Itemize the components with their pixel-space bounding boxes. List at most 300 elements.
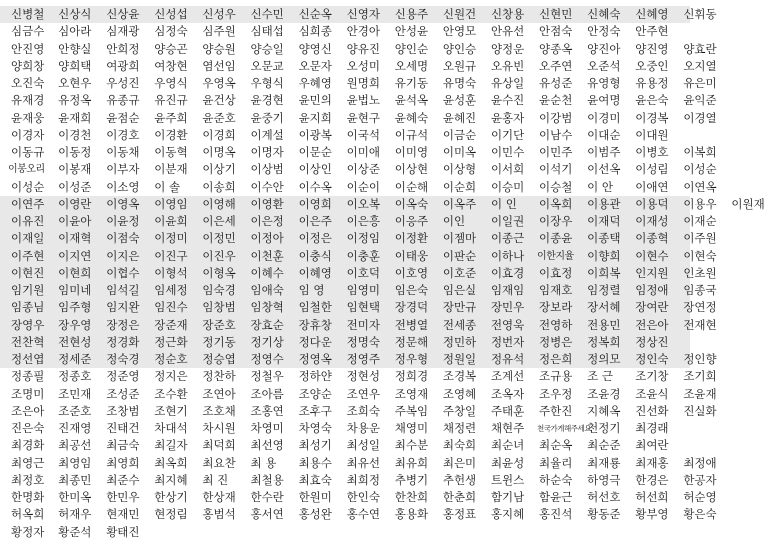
name-cell: 우성진 bbox=[106, 76, 140, 91]
name-row bbox=[0, 58, 717, 75]
name-cell: 임정애 bbox=[635, 283, 669, 298]
name-cell: 최선영 bbox=[250, 438, 284, 453]
name-cell: 최철용 bbox=[250, 472, 284, 487]
name-cell: 조경복 bbox=[442, 369, 477, 384]
name-cell: 이경자 bbox=[11, 127, 45, 142]
name-cell: 심재광 bbox=[106, 24, 140, 39]
name-cell: 안주현 bbox=[635, 24, 669, 39]
name-cell: 이분재 bbox=[154, 162, 188, 177]
name-cell: 임지완 bbox=[106, 300, 140, 315]
name-cell: 최유선 bbox=[346, 455, 380, 470]
name-cell: 정철우 bbox=[250, 369, 284, 384]
name-cell: 임애숙 bbox=[250, 283, 284, 298]
name-cell: 이현진 bbox=[11, 265, 45, 280]
name-cell: 이영희 bbox=[298, 196, 332, 211]
name-cell: 이응주 bbox=[394, 214, 429, 229]
name-cell: 안희정 bbox=[106, 41, 140, 56]
name-cell: 이호덕 bbox=[346, 265, 380, 280]
name-cell: 이석기 bbox=[539, 162, 573, 177]
name-cell: 정영주 bbox=[346, 352, 380, 367]
name-cell: 이미영 bbox=[394, 145, 429, 160]
name-row bbox=[0, 144, 717, 161]
name-cell: 이동채 bbox=[106, 145, 140, 160]
name-cell: 양종옥 bbox=[539, 41, 573, 56]
name-cell: 유기동 bbox=[394, 76, 429, 91]
name-cell: 정순호 bbox=[154, 352, 188, 367]
name-cell: 정승엽 bbox=[202, 352, 236, 367]
name-cell: 윤혜진 bbox=[442, 110, 477, 125]
name-cell: 이순희 bbox=[442, 179, 477, 194]
name-cell: 유은미 bbox=[683, 76, 717, 91]
name-cell: 오중인 bbox=[635, 58, 669, 73]
name-cell: 한수란 bbox=[250, 490, 284, 505]
name-cell: 이천훈 bbox=[250, 248, 284, 263]
name-cell: 임종국 bbox=[683, 283, 717, 298]
name-cell: 최성기 bbox=[298, 438, 332, 453]
name-cell: 트윈스 bbox=[490, 472, 525, 487]
name-cell: 전재현 bbox=[683, 317, 717, 332]
name-cell: 오문교 bbox=[250, 58, 284, 73]
name-cell: 허순영 bbox=[683, 490, 717, 505]
name-cell: 정세준 bbox=[58, 352, 92, 367]
name-cell: 정근화 bbox=[154, 334, 188, 349]
name-cell: 양효란 bbox=[683, 41, 717, 56]
name-cell: 이명자 bbox=[250, 145, 284, 160]
name-cell: 심금수 bbox=[11, 24, 45, 39]
name-cell: 이젬마 bbox=[442, 231, 477, 246]
name-cell: 천국가게해주세요 bbox=[537, 424, 591, 434]
name-cell: 최금숙 bbox=[106, 438, 140, 453]
name-cell: 이경천 bbox=[58, 127, 92, 142]
name-cell: 하순숙 bbox=[539, 472, 573, 487]
name-row bbox=[0, 455, 717, 472]
name-cell: 신창용 bbox=[490, 7, 525, 22]
name-cell: 이정민 bbox=[202, 231, 236, 246]
name-cell: 여창현 bbox=[154, 58, 188, 73]
name-row bbox=[0, 230, 717, 247]
name-cell: 이은주 bbox=[298, 214, 332, 229]
name-cell: 장여란 bbox=[635, 300, 669, 315]
name-cell: 조수환 bbox=[154, 386, 188, 401]
name-cell: 이 안 bbox=[587, 179, 613, 194]
name-cell: 이점숙 bbox=[106, 231, 140, 246]
name-cell: 이성림 bbox=[635, 162, 669, 177]
name-row bbox=[0, 368, 717, 385]
name-cell: 홍진석 bbox=[539, 507, 573, 522]
name-cell: 오진숙 bbox=[11, 76, 45, 91]
name-cell: 유진규 bbox=[154, 93, 188, 108]
name-cell: 심태섭 bbox=[250, 24, 284, 39]
name-cell: 전세종 bbox=[442, 317, 477, 332]
name-cell: 황정자 bbox=[11, 524, 45, 539]
name-cell: 황준석 bbox=[58, 524, 92, 539]
name-cell: 윤익준 bbox=[683, 93, 717, 108]
name-cell: 이선옥 bbox=[587, 162, 621, 177]
name-cell: 주태훈 bbox=[490, 403, 525, 418]
name-cell: 이현희 bbox=[58, 265, 92, 280]
name-cell: 양진영 bbox=[635, 41, 669, 56]
name-cell: 신상윤 bbox=[106, 7, 140, 22]
name-cell: 정유석 bbox=[490, 352, 525, 367]
name-cell: 윤재웅 bbox=[11, 110, 45, 125]
name-cell: 이판순 bbox=[442, 248, 477, 263]
name-cell: 전은아 bbox=[635, 317, 669, 332]
name-cell: 이영환 bbox=[250, 196, 284, 211]
name-cell: 이병호 bbox=[635, 145, 669, 160]
name-cell: 전미자 bbox=[346, 317, 380, 332]
name-cell: 이상기 bbox=[202, 162, 236, 177]
name-cell: 한상재 bbox=[202, 490, 236, 505]
name-cell: 오세명 bbox=[394, 58, 429, 73]
name-cell: 최경화 bbox=[11, 438, 45, 453]
name-cell: 황동준 bbox=[587, 507, 621, 522]
name-cell: 이종혁 bbox=[635, 231, 669, 246]
name-cell: 이복희 bbox=[683, 145, 717, 160]
name-row bbox=[0, 506, 717, 523]
name-cell: 최경래 bbox=[635, 421, 669, 436]
name-cell: 정의모 bbox=[587, 352, 621, 367]
name-cell: 임정렬 bbox=[587, 283, 621, 298]
name-cell: 이진구 bbox=[154, 248, 188, 263]
name-cell: 유명숙 bbox=[442, 76, 477, 91]
name-cell: 최지혜 bbox=[154, 472, 188, 487]
name-cell: 조민재 bbox=[58, 386, 92, 401]
name-cell: 장정은 bbox=[106, 317, 140, 332]
name-cell: 조후구 bbox=[298, 403, 332, 418]
name-cell: 윤준호 bbox=[202, 110, 236, 125]
name-cell: 황은숙 bbox=[683, 507, 717, 522]
name-cell: 최 진 bbox=[202, 472, 229, 487]
name-row bbox=[0, 420, 690, 437]
name-cell: 임세정 bbox=[154, 283, 188, 298]
name-cell: 최희정 bbox=[346, 472, 380, 487]
name-cell: 신병철 bbox=[11, 7, 45, 22]
name-cell: 유정옥 bbox=[58, 93, 92, 108]
name-cell: 신성우 bbox=[202, 7, 236, 22]
name-row bbox=[0, 472, 717, 489]
name-cell: 이호준 bbox=[442, 265, 477, 280]
name-cell: 이정미 bbox=[154, 231, 188, 246]
name-cell: 신혜숙 bbox=[587, 7, 621, 22]
name-cell: 양희창 bbox=[11, 58, 45, 73]
name-cell: 지혜옥 bbox=[587, 403, 621, 418]
name-cell: 전병열 bbox=[394, 317, 429, 332]
name-cell: 유종규 bbox=[106, 93, 140, 108]
name-cell: 이대원 bbox=[635, 127, 669, 142]
name-cell: 임종님 bbox=[11, 300, 45, 315]
name-cell: 유성준 bbox=[539, 76, 573, 91]
name-cell: 조준호 bbox=[58, 403, 92, 418]
name-cell: 진실화 bbox=[683, 403, 717, 418]
name-cell: 이향희 bbox=[587, 248, 621, 263]
name-cell: 유용정 bbox=[635, 76, 669, 91]
name-cell: 윤여명 bbox=[587, 93, 621, 108]
name-cell: 최재홍 bbox=[635, 455, 669, 470]
name-cell: 심정숙 bbox=[154, 24, 188, 39]
name-cell: 진재영 bbox=[58, 421, 92, 436]
name-cell: 이동규 bbox=[11, 145, 45, 160]
name-cell: 최윤성 bbox=[490, 455, 525, 470]
name-cell: 주창일 bbox=[442, 403, 477, 418]
name-cell: 조아름 bbox=[250, 386, 284, 401]
name-cell: 이미옥 bbox=[442, 145, 477, 160]
name-cell: 이민주 bbox=[539, 145, 573, 160]
name-cell: 최유희 bbox=[394, 455, 429, 470]
name-cell: 우혜영 bbox=[298, 76, 332, 91]
name-cell: 장휴창 bbox=[298, 317, 332, 332]
name-cell: 이연주 bbox=[11, 196, 45, 211]
name-cell: 황부영 bbox=[635, 507, 669, 522]
name-cell: 한찬희 bbox=[394, 490, 429, 505]
name-cell: 이동정 bbox=[58, 145, 92, 160]
name-cell: 허선희 bbox=[635, 490, 669, 505]
name-cell: 이문순 bbox=[298, 145, 332, 160]
name-row bbox=[0, 265, 717, 282]
name-cell: 이용관 bbox=[587, 196, 621, 211]
name-cell: 홍정표 bbox=[442, 507, 477, 522]
name-cell: 오준석 bbox=[587, 58, 621, 73]
name-cell: 정준영 bbox=[106, 369, 140, 384]
name-cell: 정우형 bbox=[394, 352, 429, 367]
name-cell: 이충식 bbox=[298, 248, 332, 263]
name-cell: 최공선 bbox=[58, 438, 92, 453]
name-cell: 장경덕 bbox=[394, 300, 429, 315]
name-cell: 윤민의 bbox=[298, 93, 332, 108]
name-row bbox=[0, 334, 690, 351]
name-cell: 장우영 bbox=[58, 317, 92, 332]
name-cell: 이정은 bbox=[298, 231, 332, 246]
name-cell: 이장우 bbox=[539, 214, 573, 229]
name-cell: 조은아 bbox=[11, 403, 45, 418]
name-cell: 이봉재 bbox=[58, 162, 92, 177]
name-cell: 진선화 bbox=[635, 403, 669, 418]
name-cell: 이남수 bbox=[539, 127, 573, 142]
name-cell: 한인숙 bbox=[346, 490, 380, 505]
name-cell: 이송희 bbox=[202, 179, 236, 194]
name-cell: 허선호 bbox=[587, 490, 621, 505]
name-cell: 이국석 bbox=[346, 127, 380, 142]
name-cell: 양정운 bbox=[490, 41, 525, 56]
name-cell: 홍지혜 bbox=[490, 507, 525, 522]
name-cell: 이정아 bbox=[250, 231, 284, 246]
name-cell: 정명숙 bbox=[346, 334, 380, 349]
name-cell: 하영극 bbox=[587, 472, 621, 487]
name-cell: 최순옥 bbox=[539, 438, 573, 453]
name-cell: 진은숙 bbox=[11, 421, 45, 436]
name-cell: 오성미 bbox=[346, 58, 380, 73]
name-cell: 최정호 bbox=[11, 472, 45, 487]
name-cell: 장민우 bbox=[490, 300, 525, 315]
name-cell: 주한진 bbox=[539, 403, 573, 418]
name-cell: 이소영 bbox=[106, 179, 140, 194]
name-cell: 이옥주 bbox=[442, 196, 477, 211]
name-cell: 원명희 bbox=[346, 76, 380, 91]
name-cell: 유영형 bbox=[587, 76, 621, 91]
name-cell: 이유진 bbox=[11, 214, 45, 229]
name-cell: 이인 bbox=[442, 214, 466, 229]
name-cell: 이연옥 bbox=[683, 179, 717, 194]
name-cell: 심희종 bbox=[298, 24, 332, 39]
name-cell: 조호채 bbox=[202, 403, 236, 418]
name-row bbox=[0, 41, 717, 58]
name-cell: 이효경 bbox=[490, 265, 525, 280]
name-cell: 정병은 bbox=[539, 334, 573, 349]
name-row bbox=[0, 127, 690, 144]
name-cell: 이범주 bbox=[587, 145, 621, 160]
name-cell: 이은흥 bbox=[346, 214, 380, 229]
name-cell: 정영옥 bbox=[298, 352, 332, 367]
name-cell: 정현성 bbox=[346, 369, 380, 384]
name-cell: 이경미 bbox=[587, 110, 621, 125]
name-cell: 인초원 bbox=[683, 265, 717, 280]
name-cell: 조계선 bbox=[490, 369, 525, 384]
name-cell: 양인승 bbox=[442, 41, 477, 56]
name-cell: 조연아 bbox=[202, 386, 236, 401]
name-cell: 전영하 bbox=[539, 317, 573, 332]
name-cell: 안성윤 bbox=[394, 24, 429, 39]
name-cell: 진태건 bbox=[106, 421, 140, 436]
name-cell: 윤점순 bbox=[106, 110, 140, 125]
name-cell: 이서희 bbox=[490, 162, 525, 177]
name-cell: 최숙희 bbox=[442, 438, 477, 453]
name-cell: 우영옥 bbox=[202, 76, 236, 91]
name-cell: 조기창 bbox=[635, 369, 669, 384]
name-cell: 이미애 bbox=[346, 145, 380, 160]
name-cell: 여광희 bbox=[106, 58, 140, 73]
name-row bbox=[0, 489, 717, 506]
name-cell: 심아라 bbox=[58, 24, 92, 39]
name-cell: 정복희 bbox=[587, 334, 621, 349]
name-cell: 임 영 bbox=[298, 283, 325, 298]
name-cell: 이 솔 bbox=[154, 179, 181, 194]
name-cell: 신용주 bbox=[394, 7, 429, 22]
name-cell: 최영근 bbox=[11, 455, 45, 470]
name-cell: 조기희 bbox=[683, 369, 717, 384]
name-cell: 이수옥 bbox=[298, 179, 332, 194]
name-cell: 이규석 bbox=[394, 127, 429, 142]
name-cell: 임창범 bbox=[202, 300, 236, 315]
name-cell: 이경희 bbox=[202, 127, 236, 142]
name-cell: 임재호 bbox=[539, 283, 573, 298]
name-cell: 이현숙 bbox=[683, 248, 717, 263]
name-cell: 이형석 bbox=[154, 265, 188, 280]
name-cell: 조희숙 bbox=[346, 403, 380, 418]
name-cell: 윤건상 bbox=[202, 93, 236, 108]
name-cell: 차영미 bbox=[250, 421, 284, 436]
name-cell: 안향실 bbox=[58, 41, 92, 56]
name-cell: 윤경현 bbox=[250, 93, 284, 108]
name-cell: 이혜수 bbox=[250, 265, 284, 280]
name-cell: 윤법노 bbox=[346, 93, 380, 108]
name-row bbox=[0, 92, 717, 109]
name-cell: 조윤재 bbox=[683, 386, 717, 401]
name-cell: 임재임 bbox=[490, 283, 525, 298]
name-cell: 최종민 bbox=[58, 472, 92, 487]
name-cell: 오원규 bbox=[442, 58, 477, 73]
name-cell: 조윤경 bbox=[587, 386, 621, 401]
name-cell: 정경화 bbox=[106, 334, 140, 349]
name-row bbox=[0, 110, 717, 127]
name-cell: 이명옥 bbox=[202, 145, 236, 160]
name-cell: 이정환 bbox=[394, 231, 429, 246]
name-cell: 한미옥 bbox=[58, 490, 92, 505]
name-cell: 이희복 bbox=[587, 265, 621, 280]
name-cell: 임은실 bbox=[442, 283, 477, 298]
name-cell: 윤지희 bbox=[298, 110, 332, 125]
name-cell: 홍용화 bbox=[394, 507, 429, 522]
name-cell: 정종필 bbox=[11, 369, 45, 384]
name-cell: 이기단 bbox=[490, 127, 525, 142]
name-row bbox=[0, 179, 717, 196]
name-cell: 신순옥 bbox=[298, 7, 332, 22]
name-cell: 장준호 bbox=[202, 317, 236, 332]
name-cell: 최덕희 bbox=[202, 438, 236, 453]
name-cell: 안경아 bbox=[346, 24, 380, 39]
name-cell: 최여란 bbox=[635, 438, 669, 453]
name-cell: 정상진 bbox=[635, 334, 669, 349]
name-cell: 차용운 bbox=[346, 421, 380, 436]
name-cell: 이형옥 bbox=[202, 265, 236, 280]
name-cell: 우영식 bbox=[154, 76, 188, 91]
name-cell: 이재혁 bbox=[58, 231, 92, 246]
name-cell: 이윤희 bbox=[154, 214, 188, 229]
name-cell: 이협수 bbox=[106, 265, 140, 280]
name-cell: 윤은숙 bbox=[635, 93, 669, 108]
name-row bbox=[0, 23, 690, 40]
name-cell: 조성준 bbox=[106, 386, 140, 401]
name-cell: 정하얀 bbox=[298, 369, 332, 384]
name-cell: 전영욱 bbox=[490, 317, 525, 332]
name-cell: 이종윤 bbox=[539, 231, 573, 246]
name-cell: 임기원 bbox=[11, 283, 45, 298]
name-cell: 윤현구 bbox=[346, 110, 380, 125]
name-cell: 임주형 bbox=[58, 300, 92, 315]
name-cell: 조규용 bbox=[539, 369, 573, 384]
name-cell: 이애연 bbox=[635, 179, 669, 194]
name-cell: 윤수진 bbox=[490, 93, 525, 108]
name-cell: 이은세 bbox=[202, 214, 236, 229]
name-cell: 이재순 bbox=[683, 214, 717, 229]
name-cell: 최길자 bbox=[154, 438, 188, 453]
name-cell: 최순녀 bbox=[490, 438, 525, 453]
name-row bbox=[0, 6, 717, 23]
name-cell: 최영임 bbox=[58, 455, 92, 470]
name-cell: 정종호 bbox=[58, 369, 92, 384]
name-cell: 함윤근 bbox=[539, 490, 573, 505]
name-cell: 이영옥 bbox=[106, 196, 140, 211]
name-cell: 장만규 bbox=[442, 300, 477, 315]
name-cell: 이영임 bbox=[154, 196, 188, 211]
name-cell: 채영미 bbox=[394, 421, 429, 436]
name-cell: 조홍연 bbox=[250, 403, 284, 418]
name-cell: 인지원 bbox=[635, 265, 669, 280]
name-cell: 최영희 bbox=[106, 455, 140, 470]
name-cell: 정선엽 bbox=[11, 352, 45, 367]
name-cell: 조옥자 bbox=[490, 386, 525, 401]
name-cell: 최율리 bbox=[539, 455, 573, 470]
name-cell: 염선임 bbox=[202, 58, 236, 73]
name-cell: 양희택 bbox=[58, 58, 92, 73]
name-cell: 신원건 bbox=[442, 7, 477, 22]
name-cell: 정번자 bbox=[490, 334, 525, 349]
name-cell: 이종근 bbox=[490, 231, 525, 246]
name-cell: 윤주희 bbox=[154, 110, 188, 125]
name-cell: 이대순 bbox=[587, 127, 621, 142]
name-cell: 임진수 bbox=[154, 300, 188, 315]
name-cell: 현정림 bbox=[154, 507, 188, 522]
name-cell: 최준수 bbox=[106, 472, 140, 487]
name-cell: 황태진 bbox=[106, 524, 140, 539]
